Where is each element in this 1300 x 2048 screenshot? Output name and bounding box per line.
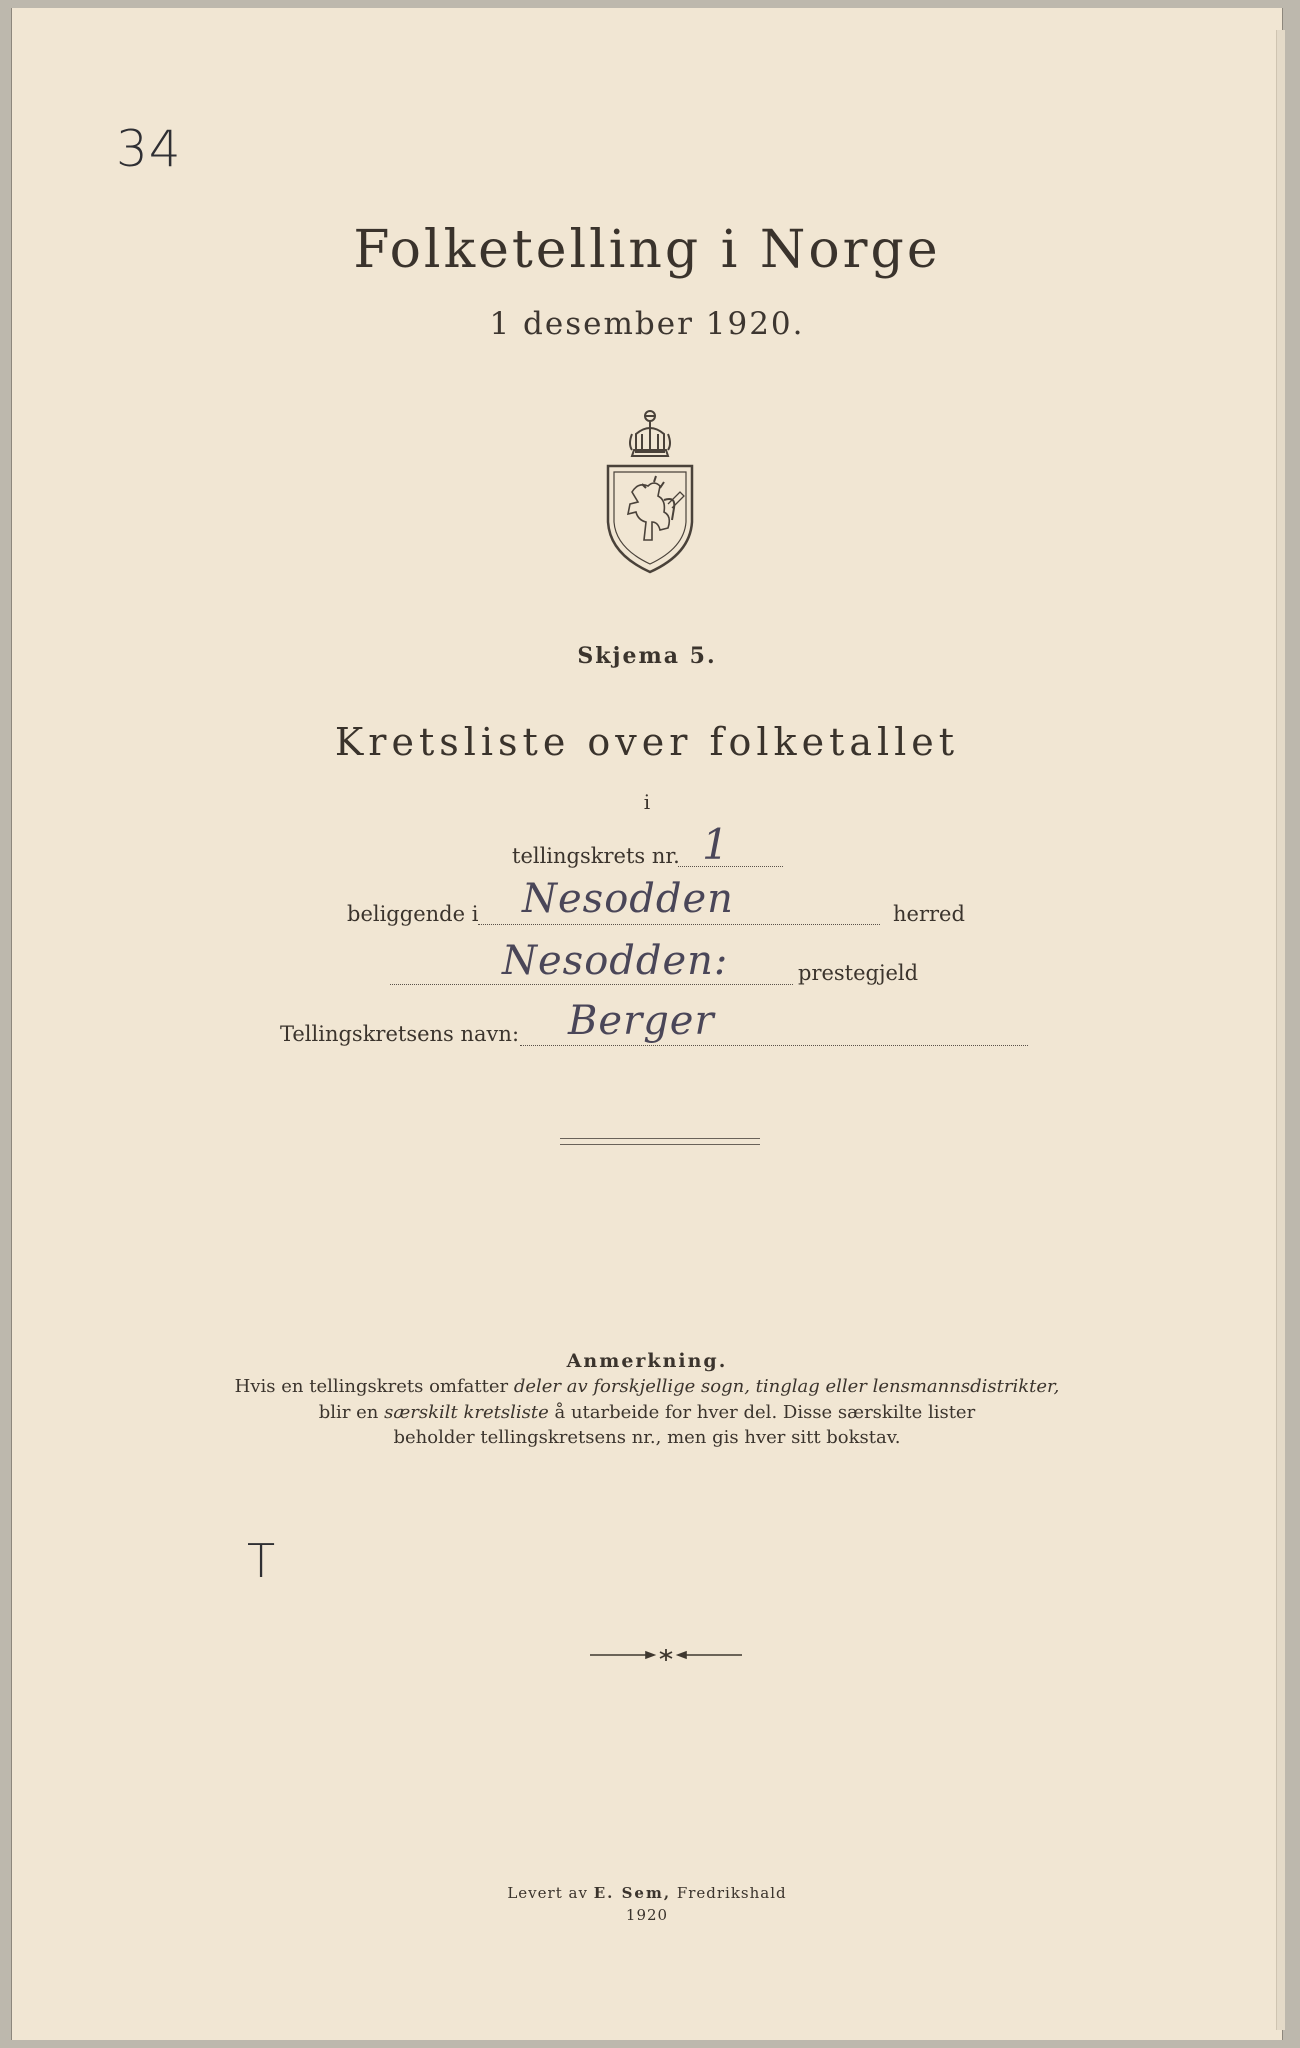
note-line-1-plain: Hvis en tellingskrets omfatter: [234, 1376, 514, 1397]
printer-name: E. Sem,: [593, 1884, 672, 1902]
municipality-value: Nesodden: [522, 876, 734, 922]
note-line-1-italic: deler av forskjellige sogn, tinglag eller lensmannsdistrikter,: [513, 1376, 1060, 1397]
note-heading: Anmerkning.: [566, 1350, 728, 1372]
form-heading: Kretsliste over folketallet: [334, 720, 960, 764]
printer-prefix: Levert av: [507, 1884, 594, 1902]
district-number-label: tellingskrets nr.: [512, 844, 680, 868]
census-form-page: [12, 8, 1282, 2040]
note-line-2: [12, 1402, 1282, 1423]
parish-suffix: prestegjeld: [798, 961, 919, 985]
municipality-line: [478, 924, 880, 925]
ornament-divider-icon: [590, 1648, 742, 1662]
connector-word: i: [643, 790, 651, 814]
district-name-label: Tellingskretsens navn:: [280, 1022, 520, 1046]
parish-value: Nesodden:: [502, 938, 729, 984]
print-year: 1920: [625, 1906, 669, 1924]
census-date: 1 desember 1920.: [489, 306, 805, 342]
note-line-2-plain-b: å utarbeide for hver del. Disse særskilte lister: [548, 1402, 976, 1423]
municipality-suffix: herred: [893, 902, 965, 926]
page-title: Folketelling i Norge: [353, 220, 941, 280]
pencil-mark-t: T: [247, 1534, 277, 1588]
district-name-value: Berger: [568, 998, 715, 1044]
page-number-note: 34: [116, 120, 182, 178]
printer-line: [12, 1884, 1282, 1902]
parish-line: [390, 984, 793, 985]
note-line-3: beholder tellingskretsens nr., men gis hver sitt bokstav.: [393, 1427, 901, 1448]
district-number-value: 1: [702, 820, 730, 869]
separator-rule: [560, 1138, 760, 1145]
norwegian-coat-of-arms-icon: [602, 404, 698, 574]
note-line-2-italic: særskilt kretsliste: [384, 1402, 549, 1423]
district-number-line: [678, 866, 783, 867]
located-in-label: beliggende i: [347, 902, 479, 926]
note-line-1: [12, 1376, 1282, 1397]
printer-city: Fredrikshald: [671, 1884, 787, 1902]
schema-number: Skjema 5.: [577, 643, 717, 669]
note-line-2-plain-a: blir en: [318, 1402, 385, 1423]
district-name-line: [520, 1045, 1028, 1046]
